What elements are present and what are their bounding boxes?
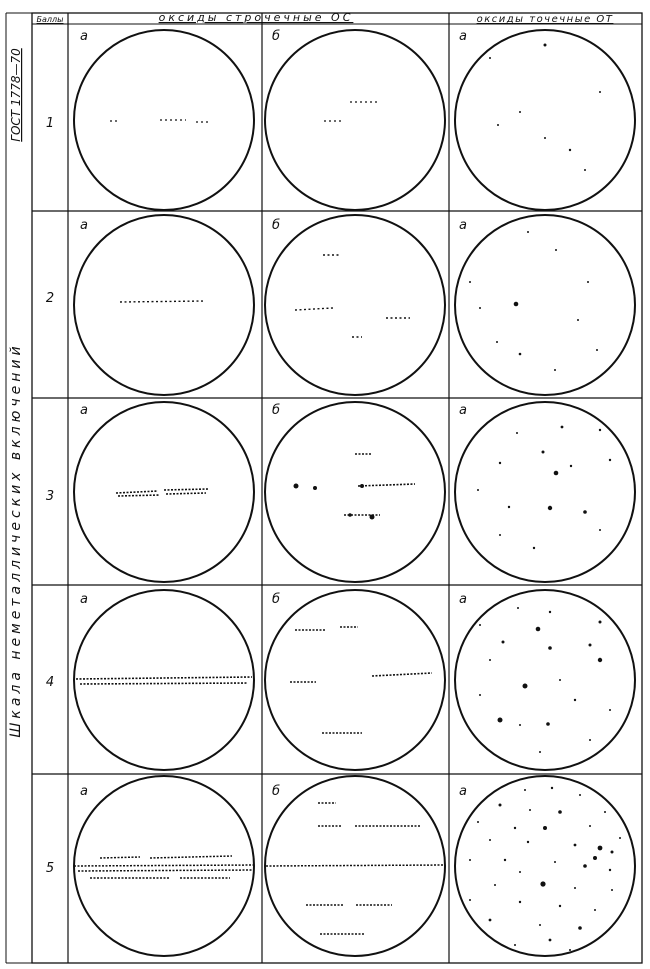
- cell-letter: а: [80, 403, 88, 418]
- header-oxides-point: оксиды точечные ОТ: [476, 14, 614, 25]
- cell-letter: а: [80, 218, 88, 233]
- scale-rows: [46, 29, 635, 956]
- cell-letter: а: [459, 784, 467, 799]
- row-score: 2: [45, 291, 55, 306]
- inclusions: [469, 231, 598, 371]
- row-score: 1: [45, 116, 55, 131]
- inclusions: [294, 426, 612, 550]
- inclusions: [469, 787, 621, 951]
- micrograph-circle: [455, 402, 635, 582]
- table-grid: [6, 13, 642, 963]
- inclusions: [74, 803, 444, 934]
- cell-letter: б: [272, 784, 281, 799]
- table-row: [46, 590, 635, 770]
- micrograph-circle: [455, 776, 635, 956]
- header-oxides-string: оксиды строчечные ОС: [158, 11, 354, 24]
- micrograph-circle: [74, 776, 254, 956]
- cell-letter: а: [459, 592, 467, 607]
- gost-label: [9, 48, 23, 142]
- inclusions: [479, 607, 611, 753]
- row-score: 3: [45, 489, 55, 504]
- micrograph-circle: [74, 215, 254, 395]
- table-row: [46, 215, 635, 395]
- cell-letter: а: [459, 218, 467, 233]
- micrograph-circle: [74, 590, 254, 770]
- table-row: [46, 776, 635, 956]
- micrograph-circle: [74, 30, 254, 210]
- table-row: [46, 402, 635, 582]
- micrograph-circle: [455, 30, 635, 210]
- inclusions: [489, 44, 601, 172]
- table-row: [46, 29, 635, 210]
- micrograph-circle: [265, 215, 445, 395]
- cell-letter: б: [272, 218, 281, 233]
- inclusions: [110, 102, 380, 122]
- cell-letter: б: [272, 592, 281, 607]
- cell-letter: б: [272, 403, 281, 418]
- scale-title: Шкала неметаллических включений: [8, 342, 24, 738]
- micrograph-circle: [265, 590, 445, 770]
- gost-code: ГОСТ 1778—70: [9, 48, 23, 142]
- cell-letter: а: [459, 403, 467, 418]
- cell-letter: а: [80, 784, 88, 799]
- cell-letter: а: [80, 592, 88, 607]
- header-balls: Баллы: [36, 15, 64, 24]
- cell-letter: а: [459, 29, 467, 44]
- micrograph-circle: [455, 590, 635, 770]
- cell-letter: а: [80, 29, 88, 44]
- micrograph-circle: [74, 402, 254, 582]
- micrograph-circle: [455, 215, 635, 395]
- row-score: 5: [45, 861, 55, 876]
- micrograph-circle: [265, 30, 445, 210]
- micrograph-circle: [265, 402, 445, 582]
- cell-letter: б: [272, 29, 281, 44]
- row-score: 4: [45, 675, 55, 690]
